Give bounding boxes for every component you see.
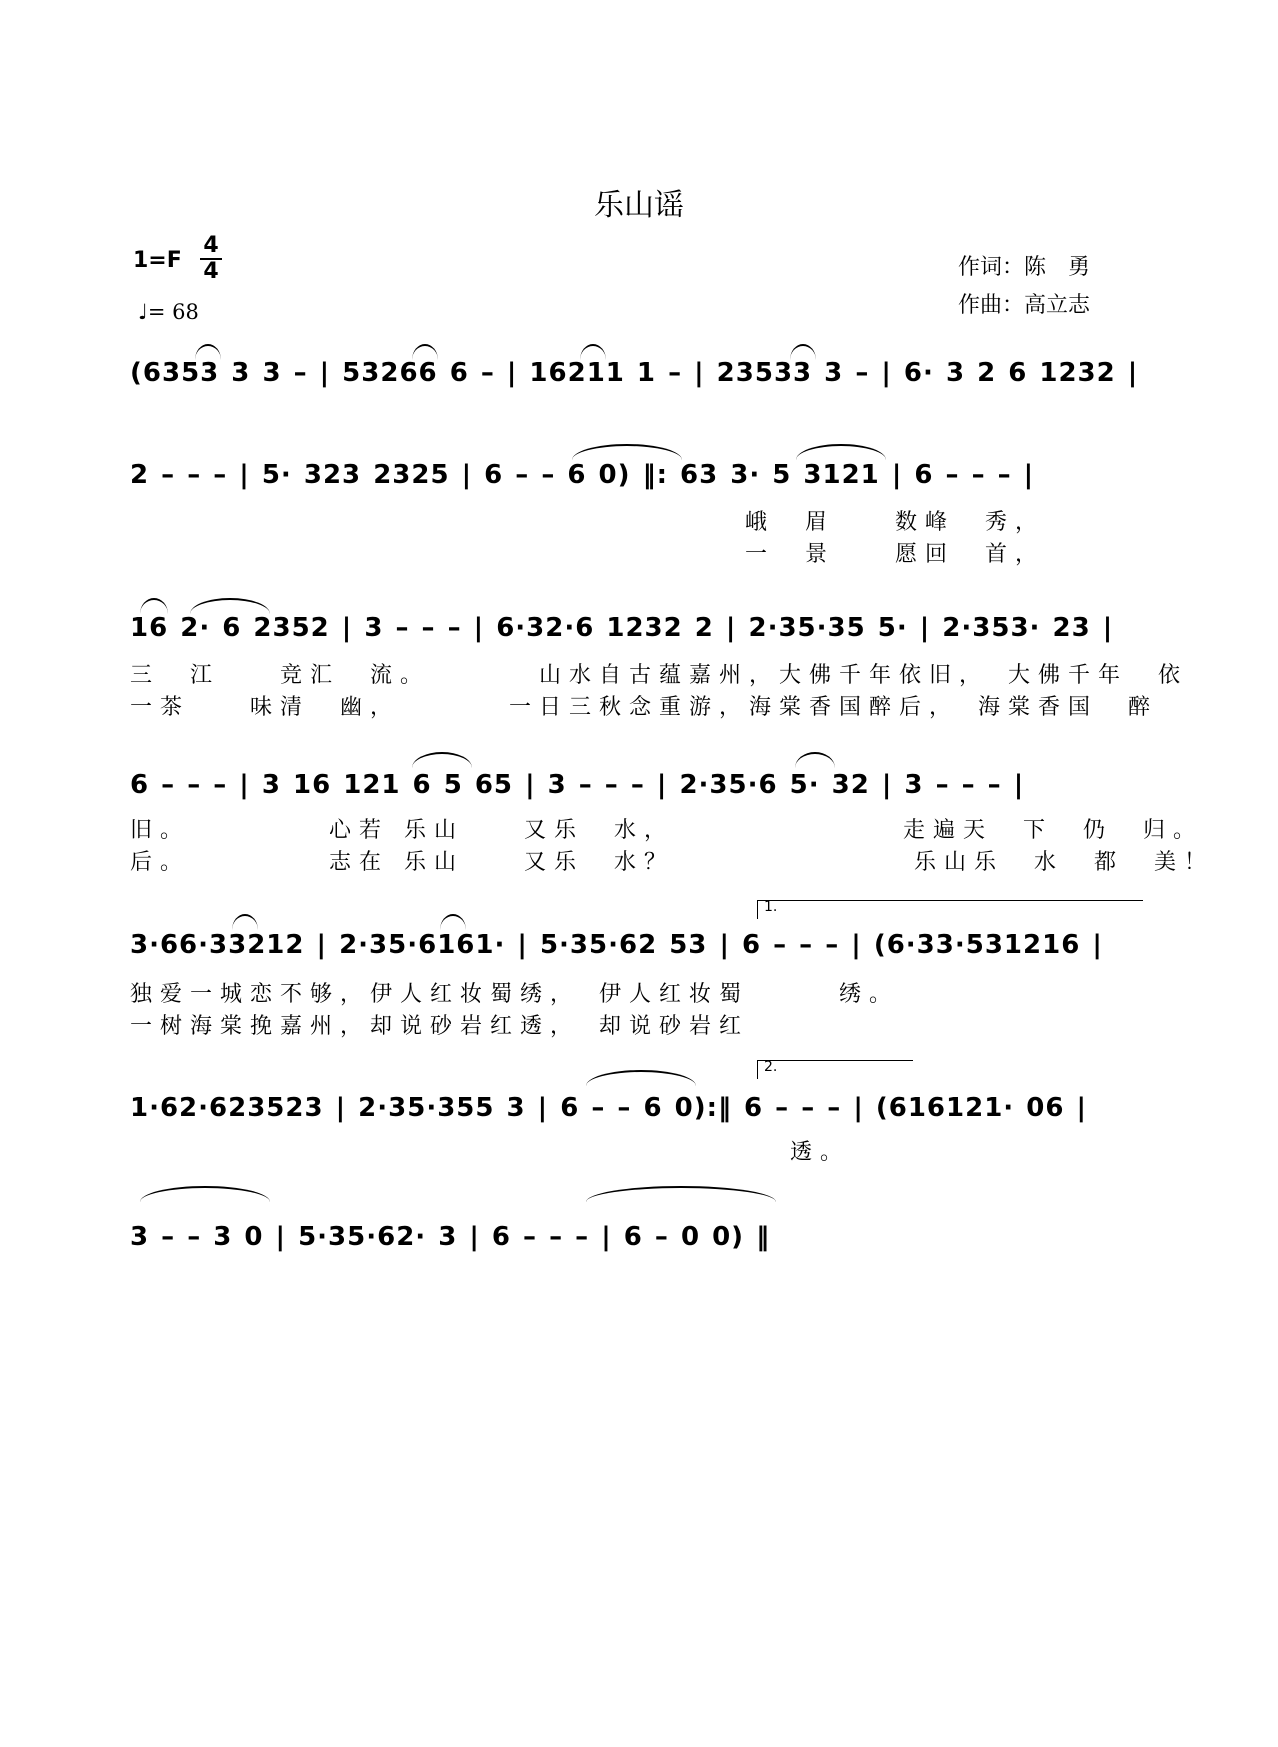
system-4-lyrics-verse-2: 后。 志在 乐山 又乐 水？ 乐山乐 水 都 美！	[130, 850, 1214, 875]
tempo-marking: ♩= 68	[138, 300, 199, 324]
first-ending-bracket	[757, 900, 1143, 919]
first-ending-label: 1.	[764, 899, 778, 915]
system-3-lyrics-verse-2: 一茶 味清 幽， 一日三秋念重游，海棠香国醉后， 海棠香国 醉	[130, 695, 1159, 720]
slur-mark	[232, 914, 258, 930]
system-5-lyrics-verse-1: 独爱一城恋不够，伊人红妆蜀绣， 伊人红妆蜀 绣。	[130, 982, 900, 1007]
time-signature-bottom: 4	[203, 259, 219, 284]
tie-mark	[580, 344, 606, 360]
slur-mark	[796, 444, 886, 460]
system-7-notes: 3 – – 3 0 | 5·35·62· 3 | 6 – – – | 6 – 0 0) ‖	[130, 1222, 771, 1252]
slur-mark	[795, 752, 835, 768]
slur-mark	[440, 914, 466, 930]
system-2-notes: 2 – – – | 5· 323 2325 | 6 – – 6 0) ‖: 63 3· 5 3121 | 6 – – – |	[130, 460, 1035, 490]
system-2-lyrics-verse-1: 峨 眉 数峰 秀，	[745, 510, 1046, 535]
system-3-lyrics-verse-1: 三 江 竞汇 流。 山水自古蕴嘉州，大佛千年依旧， 大佛千年 依	[130, 663, 1189, 688]
system-5-notes: 3·66·33212 | 2·35·6161· | 5·35·62 53 | 6 – – – | (6·33·531216 |	[130, 930, 1103, 960]
slur-mark	[586, 1070, 696, 1086]
slur-mark	[140, 598, 168, 614]
key-signature: 1=F	[133, 248, 182, 273]
system-1-notes: (6353 3 3 – | 53266 6 – | 16211 1 – | 23533 3 – | 6· 3 2 6 1232 |	[130, 358, 1139, 388]
slur-mark	[412, 752, 472, 768]
time-signature-top: 4	[203, 233, 219, 258]
tie-mark	[790, 344, 816, 360]
time-signature	[200, 234, 222, 284]
song-title: 乐山谣	[594, 188, 684, 223]
slur-mark	[190, 598, 270, 614]
tie-mark	[412, 344, 438, 360]
system-3-notes: 16 2· 6 2352 | 3 – – – | 6·32·6 1232 2 | 2·35·35 5· | 2·353· 23 |	[130, 613, 1114, 643]
system-6-lyrics-verse-1: 透。	[130, 1140, 851, 1165]
system-6-notes: 1·62·623523 | 2·35·355 3 | 6 – – 6 0):‖ 6 – – – | (616121· 06 |	[130, 1093, 1087, 1123]
second-ending-label: 2.	[764, 1059, 778, 1075]
system-2-lyrics-verse-2: 一 景 愿回 首，	[745, 542, 1046, 567]
slur-mark	[572, 444, 682, 460]
system-4-notes: 6 – – – | 3 16 121 6 5 65 | 3 – – – | 2·35·6 5· 32 | 3 – – – |	[130, 770, 1025, 800]
system-5-lyrics-verse-2: 一树海棠挽嘉州，却说砂岩红透， 却说砂岩红	[130, 1014, 750, 1039]
slur-mark	[586, 1186, 776, 1202]
lyricist-credit: 作词：陈 勇	[958, 255, 1091, 280]
composer-credit: 作曲：高立志	[958, 293, 1091, 318]
slur-mark	[140, 1186, 270, 1202]
tie-mark	[195, 344, 221, 360]
second-ending-bracket	[757, 1060, 913, 1079]
system-4-lyrics-verse-1: 旧。 心若 乐山 又乐 水， 走遍天 下 仍 归。	[130, 818, 1203, 843]
